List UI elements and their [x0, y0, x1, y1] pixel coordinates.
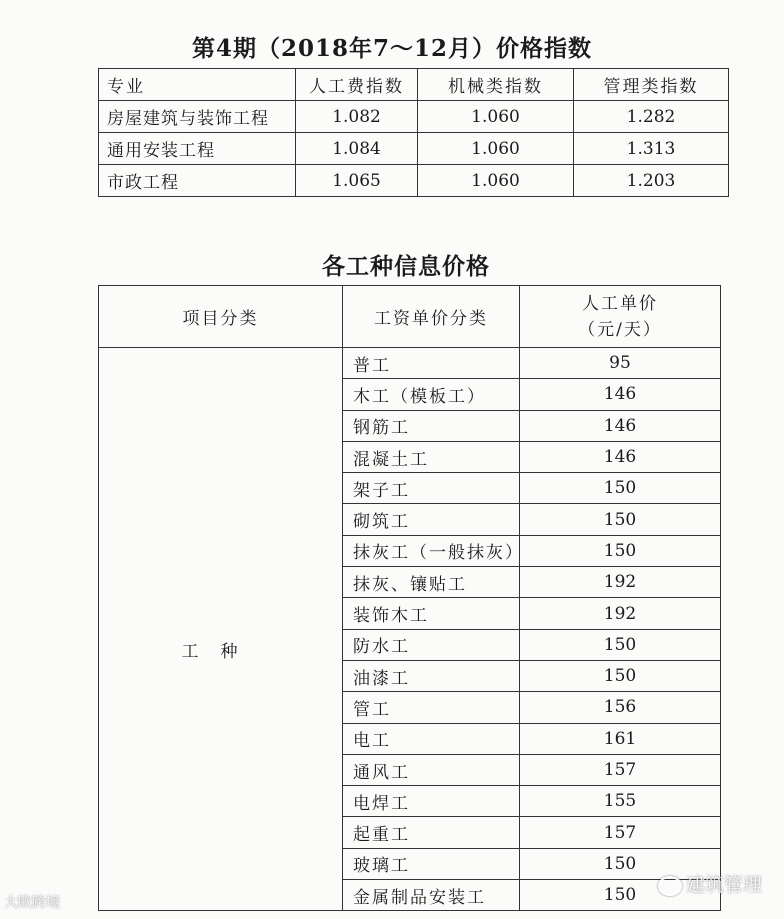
wage-price-cell: 146 [520, 441, 721, 472]
index-value-cell: 1.082 [296, 101, 418, 133]
wage-price-cell: 157 [520, 754, 721, 785]
watermark-left [4, 892, 60, 912]
wage-price-cell: 150 [520, 880, 721, 911]
index-row [99, 133, 729, 165]
index-row-label: 房屋建筑与装饰工程 [99, 101, 296, 133]
header-category: 项目分类 [99, 286, 343, 348]
wage-price-cell: 192 [520, 598, 721, 629]
wage-title: 各工种信息价格 [322, 253, 490, 280]
wage-price-cell: 155 [520, 786, 721, 817]
index-header-cell: 机械类指数 [418, 69, 574, 101]
watermark-right [658, 870, 762, 897]
wage-price-cell: 150 [520, 848, 721, 879]
index-value-cell: 1.060 [418, 165, 574, 197]
watermark-right-text: 建筑管理 [686, 874, 763, 896]
wage-type-cell: 金属制品安装工 [343, 880, 520, 911]
wage-type-cell: 钢筋工 [343, 410, 520, 441]
wage-type-cell: 抹灰工（一般抹灰） [343, 535, 520, 566]
index-header-cell: 专业 [99, 69, 296, 101]
wage-type-cell: 通风工 [343, 754, 520, 785]
wage-type-cell: 电焊工 [343, 786, 520, 817]
wage-type-cell: 防水工 [343, 629, 520, 660]
index-value-cell: 1.282 [574, 101, 729, 133]
wage-price-cell: 95 [520, 348, 721, 379]
header-type: 工资单价分类 [343, 286, 520, 348]
wage-type-cell: 装饰木工 [343, 598, 520, 629]
wage-price-cell: 150 [520, 473, 721, 504]
wage-price-cell: 157 [520, 817, 721, 848]
wage-price-cell: 150 [520, 660, 721, 691]
wage-row [99, 348, 721, 379]
index-value-cell: 1.060 [418, 133, 574, 165]
wage-price-cell: 192 [520, 567, 721, 598]
wage-price-cell: 150 [520, 535, 721, 566]
wage-price-cell: 146 [520, 410, 721, 441]
wage-type-cell: 混凝土工 [343, 441, 520, 472]
wage-price-cell: 150 [520, 629, 721, 660]
index-row [99, 101, 729, 133]
index-header-cell: 人工费指数 [296, 69, 418, 101]
wage-type-cell: 电工 [343, 723, 520, 754]
index-value-cell: 1.084 [296, 133, 418, 165]
wage-price-cell: 156 [520, 692, 721, 723]
index-value-cell: 1.060 [418, 101, 574, 133]
wage-type-cell: 砌筑工 [343, 504, 520, 535]
wage-type-cell: 玻璃工 [343, 848, 520, 879]
index-row-label: 市政工程 [99, 165, 296, 197]
wage-type-cell: 起重工 [343, 817, 520, 848]
index-row [99, 165, 729, 197]
wage-price-cell: 161 [520, 723, 721, 754]
wage-header-row [99, 286, 721, 348]
wage-type-cell: 管工 [343, 692, 520, 723]
wage-type-cell: 抹灰、镶贴工 [343, 567, 520, 598]
index-value-cell: 1.313 [574, 133, 729, 165]
header-price-label: 人工单价 [582, 293, 658, 314]
index-title: 第4期（2018年7～12月）价格指数 [191, 35, 593, 62]
wage-type-cell: 架子工 [343, 473, 520, 504]
wage-price-cell: 146 [520, 379, 721, 410]
index-row-label: 通用安装工程 [99, 133, 296, 165]
category-cell: 工种 [99, 348, 343, 911]
index-header-cell: 管理类指数 [574, 69, 729, 101]
wechat-icon [658, 876, 682, 896]
wage-type-cell: 普工 [343, 348, 520, 379]
wage-price-cell: 150 [520, 504, 721, 535]
header-price-unit: （元/天） [578, 319, 662, 340]
wage-type-cell: 木工（模板工） [343, 379, 520, 410]
wage-table [98, 285, 721, 911]
watermark-left-text: 大欧跨境 [4, 895, 60, 911]
wage-type-cell: 油漆工 [343, 660, 520, 691]
header-price [520, 286, 721, 348]
index-header-row [99, 69, 729, 101]
price-index-table [98, 68, 729, 197]
index-value-cell: 1.203 [574, 165, 729, 197]
index-value-cell: 1.065 [296, 165, 418, 197]
